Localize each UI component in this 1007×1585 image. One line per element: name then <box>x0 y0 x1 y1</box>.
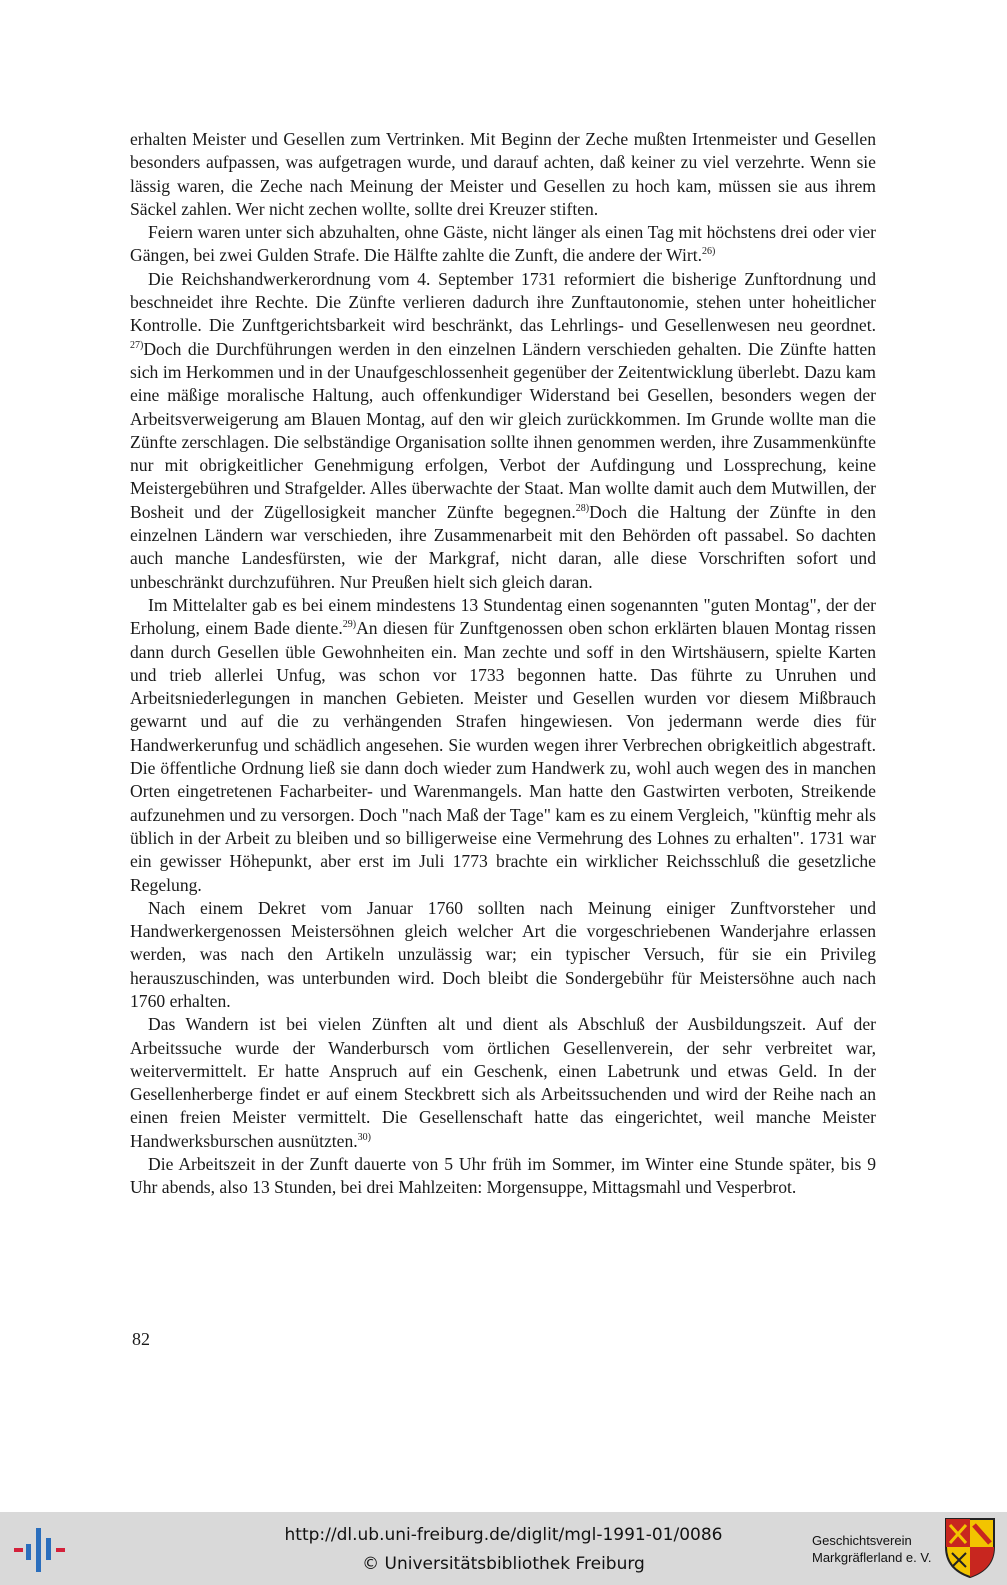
document-url-link[interactable]: http://dl.ub.uni-freiburg.de/diglit/mgl-1991-01/0086 <box>284 1525 723 1545</box>
paragraph-text: Im Mittelalter gab es bei einem mindestens 13 Stundentag einen sogenannten "guten Montag", der der Erholung, einem Bade diente. <box>130 594 876 639</box>
footnote-marker: 28) <box>575 502 590 514</box>
paragraph-text: erhalten Meister und Gesellen zum Vertrinken. Mit Beginn der Zeche mußten Irtenmeister und Gesellen besonders aufpassen, was aufgetragen wurde, und darauf achten, daß keiner zu viel verzehrte. Wenn sie lässig waren, die Zeche nach Meinung der Meister und Gesellen zu hoch kam, müssen sie aus ihrem Säckel zahlen. Wer nicht zechen wollte, sollte drei Kreuzer stiften. <box>130 129 876 219</box>
article-body <box>130 128 876 1200</box>
footnote-marker: 26) <box>702 246 716 258</box>
paragraph <box>130 594 876 897</box>
paragraph-text: Doch die Durchführungen werden in den einzelnen Ländern verschieden gehalten. Die Zünfte hatten sich im Herkommen und in der Unaufgeschlossenheit gegenüber der Zeitentwicklung überlebt. Dazu kam eine mäßige moralische Haltung, auch offenkundiger Widerstand bei Gesellen, besonders wegen der Arbeitsverweigerung am Blauen Montag, auf den wir gleich zurückkommen. Im Grunde wollte man die Zünfte zerschlagen. Die selbständige Organisation sollte ihnen genommen werden, ihre Zusammenkünfte nur mit obrigkeitlicher Genehmigung erfolgen, Verbot der Aufdingung und Lossprechung, keine Meistergebühren und Strafgelder. Alles überwachte der Staat. Man wollte damit auch dem Mutwillen, der Bosheit und der Zügellosigkeit mancher Zünfte begegnen. <box>130 338 876 522</box>
footnote-marker: 30) <box>357 1131 372 1143</box>
footnote-marker: 29) <box>342 619 357 631</box>
footnote-marker: 27) <box>130 339 144 351</box>
paragraph <box>130 897 876 1013</box>
paragraph-text: Nach einem Dekret vom Januar 1760 sollten nach Meinung einiger Zunftvorsteher und Handwerkergenossen Meistersöhnen gleich welcher Art die vorgeschriebenen Wanderjahre erlassen werden, was nach den Artikeln unzulässig war; ein typischer Versuch, für sie ein Privileg herauszuschinden, was unterbunden wird. Doch bleibt die Sondergebühr für Meistersöhne auch nach 1760 erhalten. <box>130 897 876 1011</box>
paragraph <box>130 1153 876 1200</box>
paragraph <box>130 128 876 221</box>
coat-of-arms-icon <box>944 1517 996 1579</box>
society-name-line2: Markgräflerland e. V. <box>812 1550 932 1565</box>
society-name-line1: Geschichtsverein <box>812 1533 912 1548</box>
paragraph <box>130 268 876 594</box>
copyright-notice: © Universitätsbibliothek Freiburg <box>362 1554 645 1574</box>
paragraph-text: Die Arbeitszeit in der Zunft dauerte von 5 Uhr früh im Sommer, im Winter eine Stunde später, bis 9 Uhr abends, also 13 Stunden, bei drei Mahlzeiten: Morgensuppe, Mittagsmahl und Vesperbrot. <box>130 1154 876 1198</box>
paragraph-text: Doch die Haltung der Zünfte in den einzelnen Ländern war verschieden, ihre Zusammenarbeit mit den Behörden oft passabel. So dachten auch manche Landesfürsten, wie der Markgraf, nicht daran, alle diese Vorschriften sofort und unbeschränkt durchzuführen. Nur Preußen hielt sich gleich daran. <box>130 501 876 592</box>
paragraph-text: An diesen für Zunftgenossen oben schon erklärten blauen Montag rissen dann durch Gesellen üble Gewohnheiten ein. Man zechte und soff in den Wirtshäusern, spielte Karten und trieb allerlei Unfug, was schon vor 1733 begonnen hatte. Das führte zu Unruhen und Arbeitsniederlegungen in manchen Gebieten. Meister und Gesellen wurden vor diesem Mißbrauch gewarnt und auf die zu verhängenden Strafen hingewiesen. Von jedermann werde dies für Handwerkerunfug und schädlich angesehen. Sie wurden wegen ihrer Verbrechen obrigkeitlich abgestraft. Die öffentliche Ordnung ließ sie dann doch wieder zum Handwerk zu, wohl auch wegen des in manchen Orten eingetretenen Facharbeiter- und Warenmangels. Man hatte den Gastwirten verboten, Streikende aufzunehmen und zu versorgen. Doch "nach Maß der Tage" kam es zu einem Vergleich, "künftig mehr als üblich in der Arbeit zu bleiben und so billigerweise eine Vermehrung des Lohnes zu erhalten". 1731 war ein gewisser Höhepunkt, aber erst im Juli 1773 brachte ein wirklicher Reichsschluß die gesetzliche Regelung. <box>130 618 876 895</box>
society-name <box>812 1532 931 1566</box>
paragraph-text: Das Wandern ist bei vielen Zünften alt und dient als Abschluß der Ausbildungszeit. Auf der Arbeitssuche wurde der Wanderbursch vom örtlichen Gesellenverein, der sehr verbreitet war, weitervermittelt. Er hatte Anspruch auf ein Geschenk, einen Labetrunk und etwas Geld. In der Gesellenherberge findet er auf einem Steckbrett sich als Arbeitssuchenden und wird der Reihe nach an einen freien Meister vermittelt. Die Gesellenschaft hatte das eingerichtet, weil manche Meister Handwerksburschen ausnützten. <box>130 1014 876 1151</box>
paragraph <box>130 221 876 268</box>
paragraph <box>130 1013 876 1153</box>
page-number: 82 <box>132 1329 150 1349</box>
paragraph-text: Die Reichshandwerkerordnung vom 4. September 1731 reformiert die bisherige Zunftordnung und beschneidet ihre Rechte. Die Zünfte verlieren dadurch ihre Zunftautonomie, stehen unter hoheitlicher Kontrolle. Die Zunftgerichtsbarkeit wird beschränkt, das Lehrlings- und Gesellenwesen neu geordnet. <box>130 268 876 336</box>
footer-bar <box>0 1512 1007 1585</box>
paragraph-text: Feiern waren unter sich abzuhalten, ohne Gäste, nicht länger als einen Tag mit höchstens drei oder vier Gängen, bei zwei Gulden Strafe. Die Hälfte zahlte die Zunft, die andere der Wirt. <box>130 222 876 266</box>
